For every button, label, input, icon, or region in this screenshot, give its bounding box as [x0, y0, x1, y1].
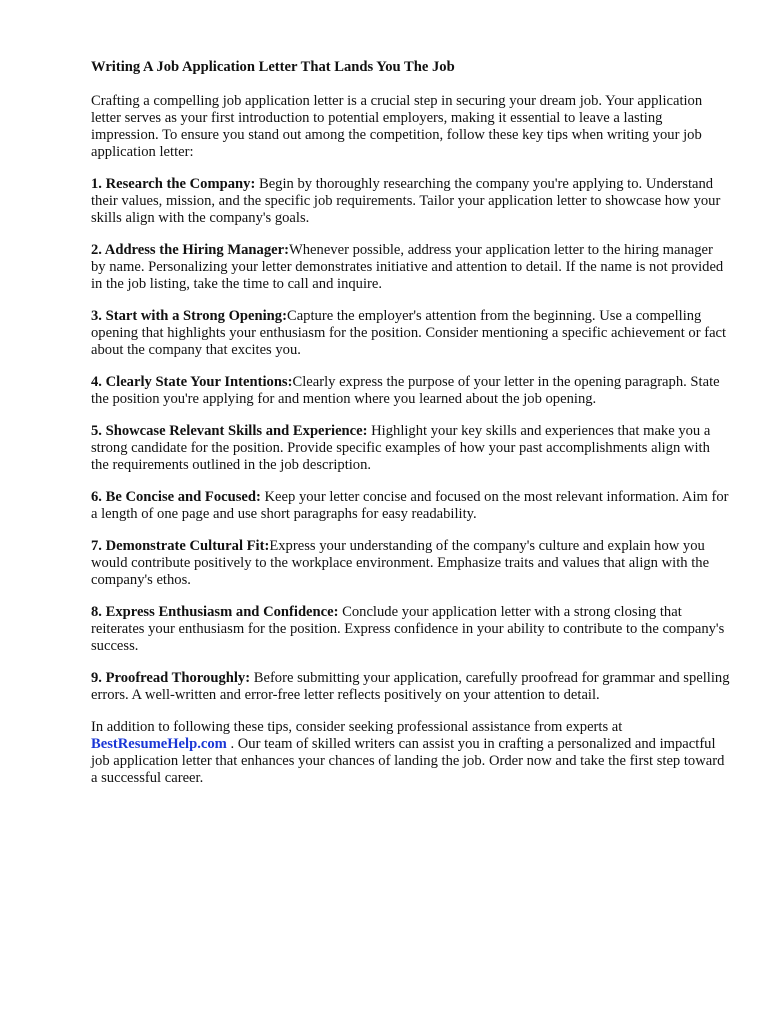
tip-1-text: Begin by thoroughly researching the company you're applying to. Understand their values, mission, and the specific job requirements. Tailor your application letter to showcase how your skills align with the company's goals. [91, 176, 721, 226]
document-page [91, 58, 731, 802]
closing-paragraph [91, 719, 731, 787]
closing-text-after-link: . Our team of skilled writers can assist you in crafting a personalized and impactful job application letter that enhances your chances of landing the job. Order now and take the first step toward a successful career. [91, 736, 725, 786]
tip-5 [91, 423, 731, 474]
tip-3-heading: 3. Start with a Strong Opening: [91, 308, 287, 324]
bestresumehelp-link[interactable]: BestResumeHelp.com [91, 736, 227, 752]
closing-text-before-link: In addition to following these tips, consider seeking professional assistance from experts at [91, 719, 623, 735]
tip-8 [91, 604, 731, 655]
tip-6 [91, 489, 731, 523]
tip-8-heading: 8. Express Enthusiasm and Confidence: [91, 604, 339, 620]
tip-2-text: Whenever possible, address your application letter to the hiring manager by name. Personalizing your letter demonstrates initiative and attention to detail. If the name is not provided in the job listing, take the time to call and inquire. [91, 242, 724, 292]
tip-1-heading: 1. Research the Company: [91, 176, 256, 192]
tip-9 [91, 670, 731, 704]
tip-5-text: Highlight your key skills and experiences that make you a strong candidate for the position. Provide specific examples of how your past accomplishments align with the requirements outlined in the job description. [91, 423, 711, 473]
intro-paragraph: Crafting a compelling job application letter is a crucial step in securing your dream job. Your application letter serves as your first introduction to potential employers, making it essential to leave a lasting impression. To ensure you stand out among the competition, follow these key tips when writing your job application letter: [91, 93, 703, 160]
tip-1 [91, 176, 731, 227]
tip-6-heading: 6. Be Concise and Focused: [91, 489, 261, 505]
tip-9-heading: 9. Proofread Thoroughly: [91, 670, 251, 686]
tip-2 [91, 242, 731, 293]
tip-7 [91, 538, 731, 589]
tip-9-text: Before submitting your application, carefully proofread for grammar and spelling errors. A well-written and error-free letter reflects positively on your attention to detail. [91, 670, 730, 703]
tip-6-text: Keep your letter concise and focused on the most relevant information. Aim for a length of one page and use short paragraphs for easy readability. [91, 489, 729, 522]
tip-3-text: Capture the employer's attention from the beginning. Use a compelling opening that highlights your enthusiasm for the position. Consider mentioning a specific achievement or fact about the company that excites you. [91, 308, 727, 358]
document-title: Writing A Job Application Letter That Lands You The Job [91, 59, 455, 75]
tip-8-text: Conclude your application letter with a strong closing that reiterates your enthusiasm for the position. Express confidence in your ability to contribute to the company's success. [91, 604, 725, 654]
tip-2-heading: 2. Address the Hiring Manager: [91, 242, 289, 258]
tip-4-text: Clearly express the purpose of your letter in the opening paragraph. State the position you're applying for and mention where you learned about the job opening. [91, 374, 720, 407]
tip-7-heading: 7. Demonstrate Cultural Fit: [91, 538, 270, 554]
tip-7-text: Express your understanding of the company's culture and explain how you would contribute positively to the workplace environment. Emphasize traits and values that align with the company's ethos. [91, 538, 710, 588]
tip-4 [91, 374, 731, 408]
tip-5-heading: 5. Showcase Relevant Skills and Experience: [91, 423, 368, 439]
tip-4-heading: 4. Clearly State Your Intentions: [91, 374, 293, 390]
tip-3 [91, 308, 731, 359]
